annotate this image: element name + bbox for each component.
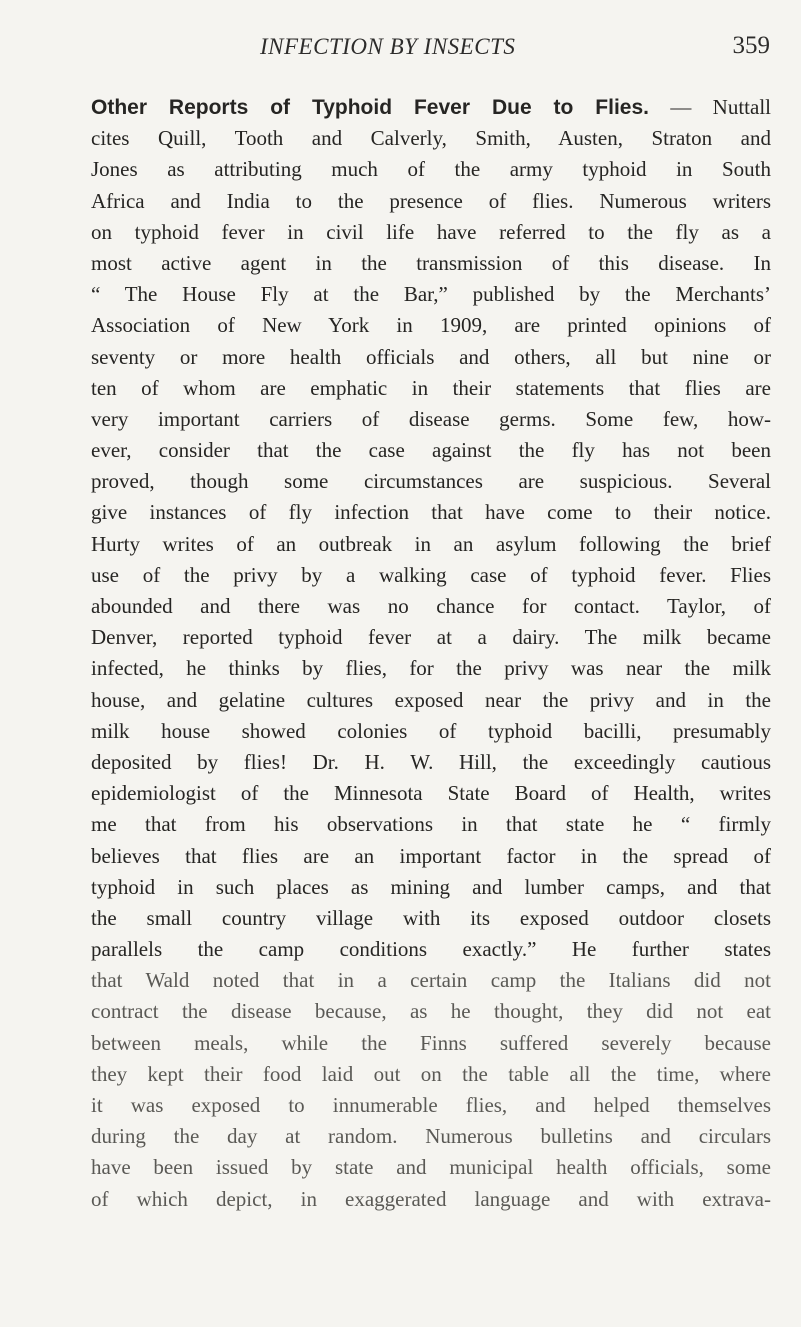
text-line: give instances of fly infection that have come to their notice. [91, 500, 771, 525]
text-line: milk house showed colonies of typhoid bacilli, presumably [91, 718, 771, 743]
text-line: the small country village with its exposed outdoor closets [91, 905, 771, 930]
text-line: Jones as attributing much of the army typhoid in South [91, 157, 771, 182]
text-line: cites Quill, Tooth and Calverly, Smith, Austen, Straton and [91, 126, 771, 151]
text-line: on typhoid fever in civil life have referred to the fly as a [91, 219, 771, 244]
page-number: 359 [732, 32, 770, 59]
text-line: they kept their food laid out on the table all the time, where [91, 1061, 771, 1086]
text-line: seventy or more health officials and others, all but nine or [91, 344, 771, 369]
text-line: “ The House Fly at the Bar,” published by the Merchants’ [91, 282, 771, 307]
text-line: contract the disease because, as he thought, they did not eat [91, 999, 771, 1024]
text-line: me that from his observations in that state he “ firmly [91, 812, 771, 837]
body-paragraph [91, 92, 771, 1215]
text-line: deposited by flies! Dr. H. W. Hill, the exceedingly cautious [91, 749, 771, 774]
text-line: most active agent in the transmission of this disease. In [91, 250, 771, 275]
text-line: ever, consider that the case against the fly has not been [91, 438, 771, 463]
text-line: Denver, reported typhoid fever at a dairy. The milk became [91, 625, 771, 650]
text-line: use of the privy by a walking case of typhoid fever. Flies [91, 562, 771, 587]
running-head-title: INFECTION BY INSECTS [260, 34, 516, 59]
text-line: proved, though some circumstances are suspicious. Several [91, 469, 771, 494]
text-line: ten of whom are emphatic in their statements that flies are [91, 375, 771, 400]
text-line: it was exposed to innumerable flies, and helped themselves [91, 1093, 771, 1117]
text-line: Africa and India to the presence of flies. Numerous writers [91, 188, 771, 213]
text-line: parallels the camp conditions exactly.” He further states [91, 937, 771, 962]
text-line: between meals, while the Finns suffered severely because [91, 1030, 771, 1055]
text-line: infected, he thinks by flies, for the privy was near the milk [91, 656, 771, 681]
running-head [90, 34, 770, 74]
text-line-segment: — Nuttall [648, 95, 771, 119]
text-line: typhoid in such places as mining and lumber camps, and that [91, 874, 771, 899]
text-line: epidemiologist of the Minnesota State Board of Health, writes [91, 781, 771, 806]
text-line: Association of New York in 1909, are printed opinions of [91, 313, 771, 338]
text-line: have been issued by state and municipal health officials, some [91, 1155, 771, 1180]
text-line: house, and gelatine cultures exposed near the privy and in the [91, 687, 771, 712]
text-line: during the day at random. Numerous bulletins and circulars [91, 1124, 771, 1149]
text-line [91, 92, 771, 123]
text-line: Hurty writes of an outbreak in an asylum following the brief [91, 531, 771, 556]
section-heading: Other Reports of Typhoid Fever Due to Flies. [91, 96, 649, 119]
text-line: abounded and there was no chance for contact. Taylor, of [91, 594, 771, 618]
text-line: that Wald noted that in a certain camp the Italians did not [91, 968, 771, 993]
text-line: very important carriers of disease germs. Some few, how- [91, 406, 771, 431]
text-line: believes that flies are an important factor in the spread of [91, 843, 771, 868]
text-line: of which depict, in exaggerated language and with extrava- [91, 1186, 771, 1211]
